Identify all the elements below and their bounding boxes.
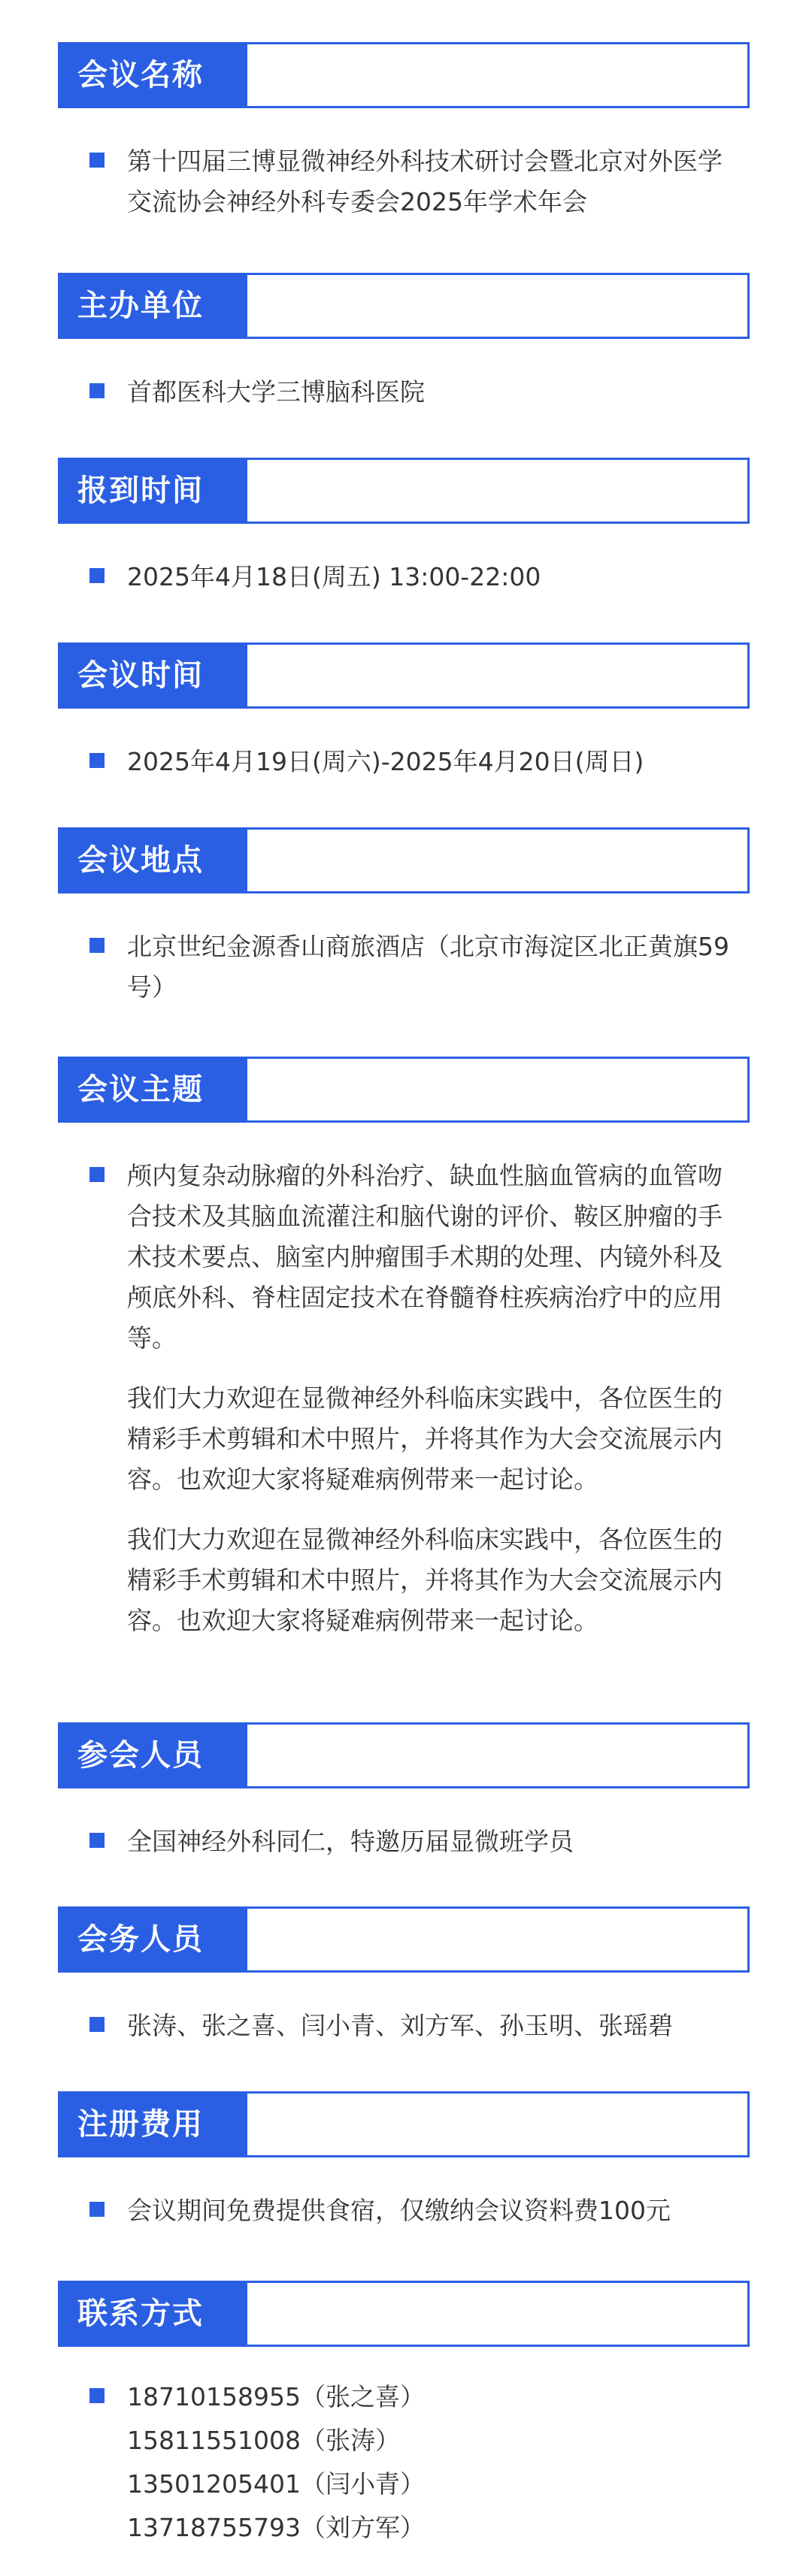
meeting-name-text: 第十四届三博显微神经外科技术研讨会暨北京对外医学交流协会神经外科专委会2025年学术年会: [127, 147, 723, 216]
square-bullet-icon: [89, 383, 105, 398]
contact-line: 13718755793（刘方军）: [127, 2513, 425, 2542]
section-header: [58, 2091, 750, 2157]
section-header: [58, 2281, 750, 2347]
section-attendees: [58, 1722, 750, 1862]
section-content: [58, 141, 750, 222]
square-bullet-icon: [89, 2017, 105, 2032]
section-title: 会务人员: [58, 1906, 247, 1973]
section-content: [58, 1156, 750, 1641]
section-meeting-time: [58, 642, 750, 782]
venue-text: 北京世纪金源香山商旅酒店（北京市海淀区北正黄旗59号）: [127, 932, 729, 1002]
section-title: 注册费用: [58, 2091, 247, 2157]
contact-line: 15811551008（张涛）: [127, 2426, 400, 2455]
section-content: [58, 2375, 750, 2550]
theme-paragraph: 我们大力欢迎在显微神经外科临床实践中，各位医生的精彩手术剪辑和术中照片，并将其作为大会交流展示内容。也欢迎大家将疑难病例带来一起讨论。: [127, 1383, 723, 1494]
section-header: [58, 642, 750, 709]
section-content: [58, 1822, 750, 1862]
section-checkin-time: [58, 458, 750, 597]
square-bullet-icon: [89, 2202, 105, 2217]
section-header: [58, 273, 750, 339]
section-meeting-name: [58, 42, 750, 222]
square-bullet-icon: [89, 938, 105, 953]
section-header: [58, 827, 750, 893]
section-organizer: [58, 273, 750, 413]
section-content: [58, 2006, 750, 2046]
section-venue: [58, 827, 750, 1008]
section-title: 报到时间: [58, 458, 247, 524]
square-bullet-icon: [89, 1167, 105, 1182]
square-bullet-icon: [89, 568, 105, 583]
section-header: [58, 1722, 750, 1788]
theme-paragraph: 颅内复杂动脉瘤的外科治疗、缺血性脑血管病的血管吻合技术及其脑血流灌注和脑代谢的评价、鞍区肿瘤的手术技术要点、脑室内肿瘤围手术期的处理、内镜外科及颅底外科、脊柱固定技术在脊髓脊柱疾病治疗中的应用等。: [127, 1161, 723, 1353]
section-title: 会议主题: [58, 1057, 247, 1123]
staff-text: 张涛、张之喜、闫小青、刘方军、孙玉明、张瑶碧: [127, 2011, 673, 2040]
section-title: 参会人员: [58, 1722, 247, 1788]
section-title: 会议地点: [58, 827, 247, 893]
square-bullet-icon: [89, 753, 105, 768]
organizer-text: 首都医科大学三博脑科医院: [127, 377, 425, 407]
checkin-time-text: 2025年4月18日(周五) 13:00-22:00: [127, 562, 541, 591]
square-bullet-icon: [89, 2388, 105, 2403]
attendees-text: 全国神经外科同仁，特邀历届显微班学员: [127, 1827, 574, 1856]
section-content: [58, 927, 750, 1008]
square-bullet-icon: [89, 1833, 105, 1848]
meeting-time-text: 2025年4月19日(周六)-2025年4月20日(周日): [127, 747, 644, 776]
square-bullet-icon: [89, 153, 105, 168]
section-title: 会议时间: [58, 642, 247, 709]
section-header: [58, 1057, 750, 1123]
fee-text: 会议期间免费提供食宿，仅缴纳会议资料费100元: [127, 2196, 671, 2225]
section-title: 联系方式: [58, 2281, 247, 2347]
theme-paragraph: 我们大力欢迎在显微神经外科临床实践中，各位医生的精彩手术剪辑和术中照片，并将其作为大会交流展示内容。也欢迎大家将疑难病例带来一起讨论。: [127, 1525, 723, 1635]
section-header: [58, 42, 750, 108]
section-content: [58, 372, 750, 413]
section-contact: [58, 2281, 750, 2550]
section-title: 主办单位: [58, 273, 247, 339]
section-fee: [58, 2091, 750, 2231]
section-theme: [58, 1057, 750, 1641]
section-staff: [58, 1906, 750, 2046]
section-content: [58, 2191, 750, 2231]
section-content: [58, 557, 750, 597]
section-title: 会议名称: [58, 42, 247, 108]
section-content: [58, 742, 750, 782]
section-header: [58, 458, 750, 524]
section-header: [58, 1906, 750, 1973]
contact-line: 18710158955（张之喜）: [127, 2382, 425, 2411]
contact-line: 13501205401（闫小青）: [127, 2469, 425, 2499]
